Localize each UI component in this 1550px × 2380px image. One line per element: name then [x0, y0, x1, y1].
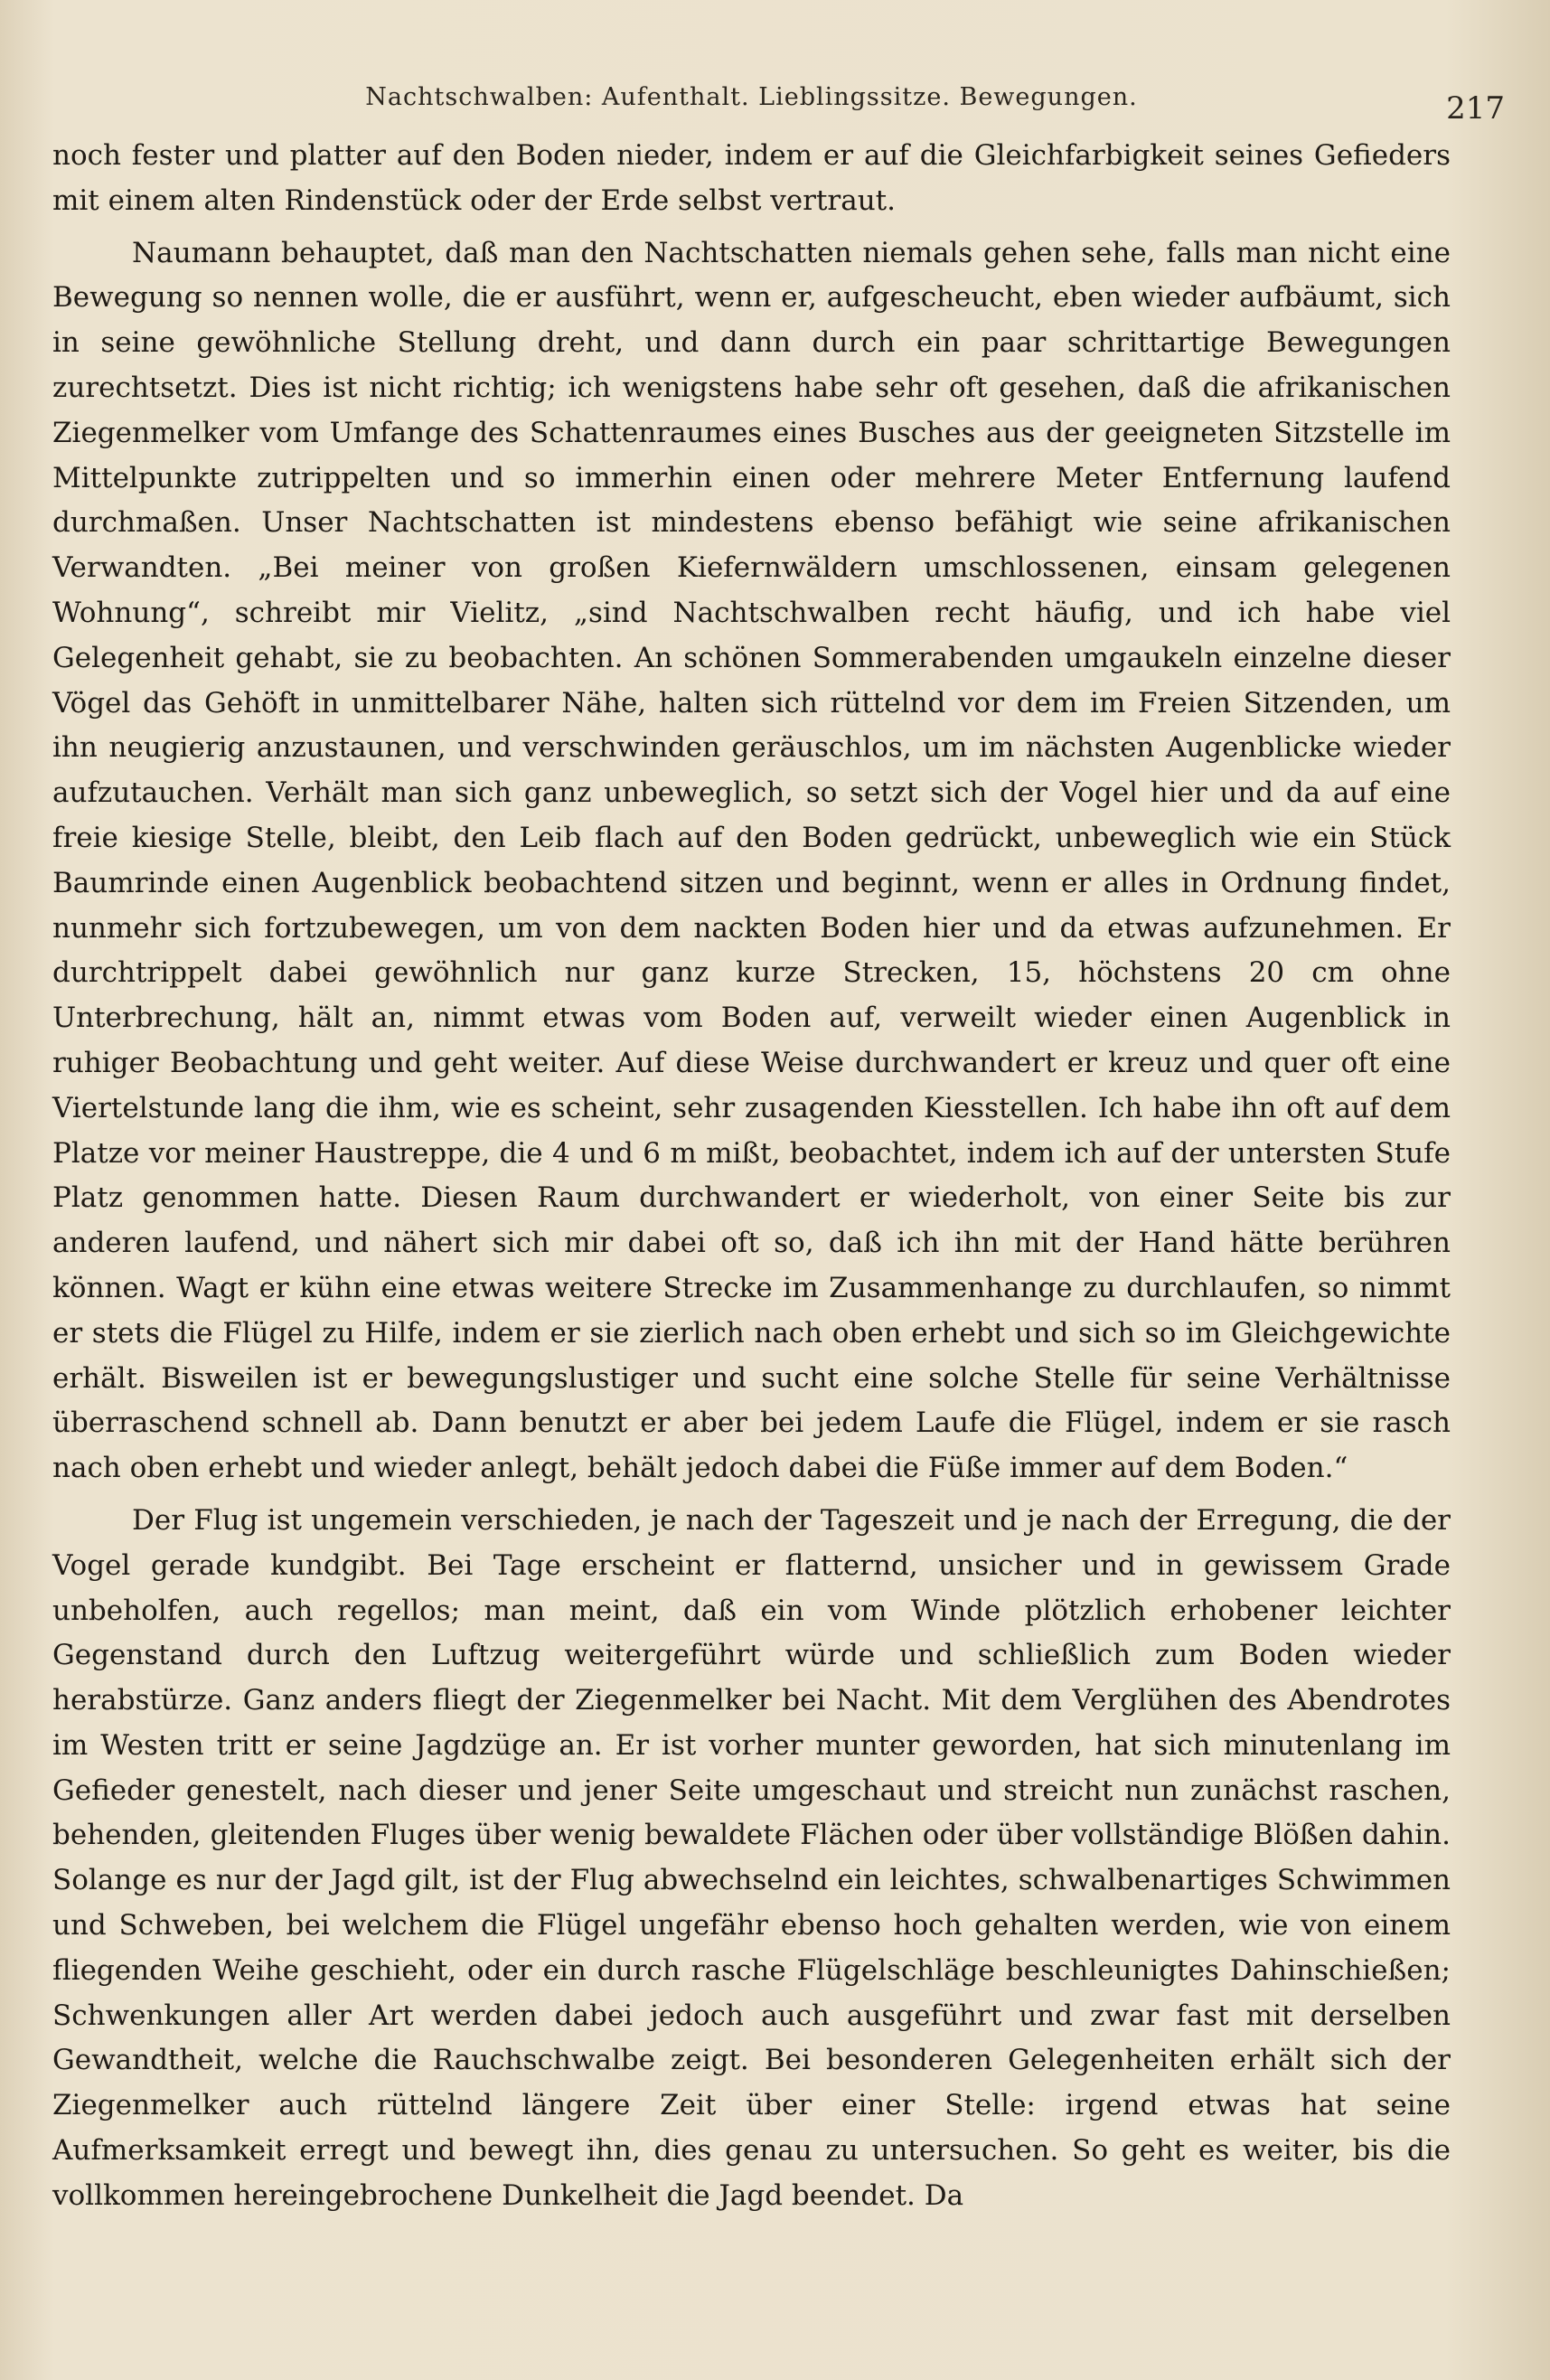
paragraph-flight: Der Flug ist ungemein verschieden, je nach der Tageszeit und je nach der Erregung, die der Vogel gerade kundgibt. Bei Tage erscheint er flatternd, unsicher und in gewissem Grade unbeholfen, auch regellos; man meint, daß ein vom Winde plötzlich erhobener leichter Gegenstand durch den Luftzug weitergeführt würde und schließlich zum Boden wieder herabstürze. Ganz anders fliegt der Ziegenmelker bei Nacht. Mit dem Verglühen des Abendrotes im Westen tritt er seine Jagdzüge an. Er ist vorher munter geworden, hat sich minutenlang im Gefieder genestelt, nach dieser und jener Seite umgeschaut und streicht nun zunächst raschen, behenden, gleitenden Fluges über wenig bewaldete Flächen oder über vollständige Blößen dahin. Solange es nur der Jagd gilt, ist der Flug abwechselnd ein leichtes, schwalbenartiges Schwimmen und Schweben, bei welchem die Flügel ungefähr ebenso hoch gehalten werden, wie von einem fliegenden Weihe geschieht, oder ein durch rasche Flügelschläge beschleunigtes Dahinschießen; Schwenkungen aller Art werden dabei jedoch auch ausgeführt und zwar fast mit derselben Gewandtheit, welche die Rauchschwalbe zeigt. Bei besonderen Gelegenheiten erhält sich der Ziegenmelker auch rüttelnd längere Zeit über einer Stelle: irgend etwas hat seine Aufmerksamkeit erregt und bewegt ihn, dies genau zu untersuchen. So geht es weiter, bis die vollkommen hereingebrochene Dunkelheit die Jagd beendet. Da	[52, 1503, 1451, 2212]
page-number: 217	[1446, 90, 1505, 127]
body-text	[52, 134, 1451, 2219]
paragraph-continuation: noch fester und platter auf den Boden nieder, indem er auf die Gleichfarbigkeit seines Gefieders mit einem alten Rindenstück oder der Erde selbst vertraut.	[52, 139, 1451, 217]
running-head-title: Nachtschwalben: Aufenthalt. Lieblingssitze. Bewegungen.	[365, 83, 1138, 111]
running-head	[52, 83, 1505, 128]
paragraph-naumann: Naumann behauptet, daß man den Nachtschatten niemals gehen sehe, falls man nicht eine Bewegung so nennen wolle, die er ausführt, wenn er, aufgescheucht, eben wieder aufbäumt, sich in seine gewöhnliche Stellung dreht, und dann durch ein paar schrittartige Bewegungen zurechtsetzt. Dies ist nicht richtig; ich wenigstens habe sehr oft gesehen, daß die afrikanischen Ziegenmelker vom Umfange des Schattenraumes eines Busches aus der geeigneten Sitzstelle im Mittelpunkte zutrippelten und so immerhin einen oder mehrere Meter Entfernung laufend durchmaßen. Unser Nachtschatten ist mindestens ebenso befähigt wie seine afrikanischen Verwandten. „Bei meiner von großen Kiefernwäldern umschlossenen, einsam gelegenen Wohnung“, schreibt mir Vielitz, „sind Nachtschwalben recht häufig, und ich habe viel Gelegenheit gehabt, sie zu beobachten. An schönen Sommerabenden umgaukeln einzelne dieser Vögel das Gehöft in unmittelbarer Nähe, halten sich rüttelnd vor dem im Freien Sitzenden, um ihn neugierig anzustaunen, und verschwinden geräuschlos, um im nächsten Augenblicke wieder aufzutauchen. Verhält man sich ganz unbeweglich, so setzt sich der Vogel hier und da auf eine freie kiesige Stelle, bleibt, den Leib flach auf den Boden gedrückt, unbeweglich wie ein Stück Baumrinde einen Augenblick beobachtend sitzen und beginnt, wenn er alles in Ordnung findet, nunmehr sich fortzubewegen, um von dem nackten Boden hier und da etwas aufzunehmen. Er durchtrippelt dabei gewöhnlich nur ganz kurze Strecken, 15, höchstens 20 cm ohne Unterbrechung, hält an, nimmt etwas vom Boden auf, verweilt wieder einen Augenblick in ruhiger Beobachtung und geht weiter. Auf diese Weise durchwandert er kreuz und quer oft eine Viertelstunde lang die ihm, wie es scheint, sehr zusagenden Kiesstellen. Ich habe ihn oft auf dem Platze vor meiner Haustreppe, die 4 und 6 m mißt, beobachtet, indem ich auf der untersten Stufe Platz genommen hatte. Diesen Raum durchwandert er wiederholt, von einer Seite bis zur anderen laufend, und nähert sich mir dabei oft so, daß ich ihn mit der Hand hätte berühren können. Wagt er kühn eine etwas weitere Strecke im Zusammenhange zu durchlaufen, so nimmt er stets die Flügel zu Hilfe, indem er sie zierlich nach oben erhebt und sich so im Gleichgewichte erhält. Bisweilen ist er bewegungslustiger und sucht eine solche Stelle für seine Verhältnisse überraschend schnell ab. Dann benutzt er aber bei jedem Laufe die Flügel, indem er sie rasch nach oben erhebt und wieder anlegt, behält jedoch dabei die Füße immer auf dem Boden.“	[52, 236, 1451, 1485]
